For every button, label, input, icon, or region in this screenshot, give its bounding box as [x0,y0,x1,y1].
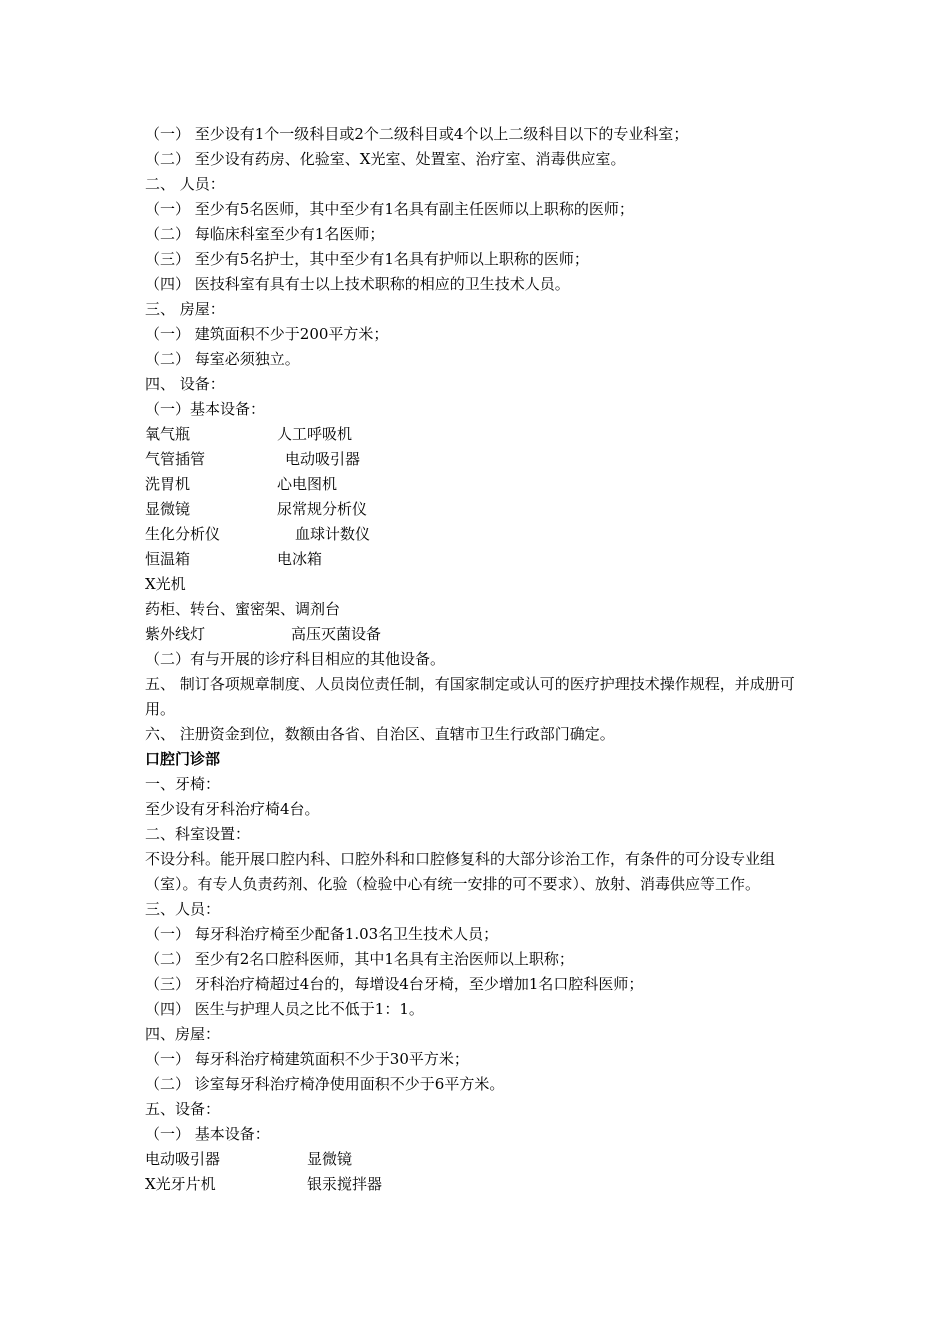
dental-housing-item-1: （一） 每牙科治疗椅建筑面积不少于30平方米； [145,1050,469,1068]
dental-housing-item-2: （二） 诊室每牙科治疗椅净使用面积不少于6平方米。 [145,1075,505,1093]
equipment-right: 显微镜 [307,1150,353,1168]
rules-paragraph: 五、 制订各项规章制度、人员岗位责任制，有国家制定或认可的医疗护理技术操作规程，并成册可用。 [145,675,795,718]
equipment-right: 电冰箱 [277,550,323,568]
equipment-row [145,572,815,597]
equipment-right: 高压灭菌设备 [291,625,382,643]
other-equipment: （二）有与开展的诊疗科目相应的其他设备。 [145,650,446,668]
dental-staff-item-3: （三） 牙科治疗椅超过4台的，每增设4台牙椅，至少增加1名口腔科医师； [145,975,644,993]
dental-equipment-heading: 五、设备： [145,1100,221,1118]
dept-item-2: （二） 至少设有药房、化验室、X光室、处置室、治疗室、消毒供应室。 [145,150,626,168]
dental-staff-item-2: （二） 至少有2名口腔科医师，其中1名具有主治医师以上职称； [145,950,574,968]
dept-item-1: （一） 至少设有1个一级科目或2个二级科目或4个以上二级科目以下的专业科室； [145,125,689,143]
dental-staff-item-4: （四） 医生与护理人员之比不低于1：1。 [145,1000,424,1018]
staff-item-4: （四） 医技科室有具有士以上技术职称的相应的卫生技术人员。 [145,275,570,293]
equipment-row [145,497,815,522]
dental-equipment-row [145,1172,815,1197]
equipment-row [145,472,815,497]
housing-item-1: （一） 建筑面积不少于200平方米； [145,325,389,343]
staff-heading: 二、 人员： [145,175,225,193]
equipment-row [145,522,815,547]
equipment-row [145,622,815,647]
equipment-left: 气管插管 [145,450,206,468]
equipment-right: 电动吸引器 [285,450,361,468]
equipment-heading: 四、 设备： [145,375,225,393]
staff-item-1: （一） 至少有5名医师，其中至少有1名具有副主任医师以上职称的医师； [145,200,634,218]
basic-equipment-heading: （一）基本设备： [145,400,266,418]
equipment-left: X光牙片机 [145,1175,216,1193]
housing-heading: 三、 房屋： [145,300,225,318]
equipment-row [145,597,815,622]
dental-equipment-row [145,1147,815,1172]
equipment-right: 人工呼吸机 [277,425,353,443]
dept-paragraph: 不设分科。能开展口腔内科、口腔外科和口腔修复科的大部分诊治工作，有条件的可分设专业组（室）。有专人负责药剂、化验（检验中心有统一安排的可不要求）、放射、消毒供应等工作。 [145,850,776,893]
equipment-left: 洗胃机 [145,475,191,493]
section-title: 口腔门诊部 [145,750,221,768]
equipment-right: 尿常规分析仪 [277,500,368,518]
dental-basic-equipment-heading: （一） 基本设备： [145,1125,270,1143]
equipment-row [145,422,815,447]
chairs-heading: 一、牙椅： [145,775,221,793]
equipment-left: 电动吸引器 [145,1150,221,1168]
equipment-left: 氧气瓶 [145,425,191,443]
equipment-left: 生化分析仪 [145,525,221,543]
equipment-right: 心电图机 [277,475,338,493]
equipment-left: 恒温箱 [145,550,191,568]
staff-item-3: （三） 至少有5名护士，其中至少有1名具有护师以上职称的医师； [145,250,589,268]
equipment-left: 显微镜 [145,500,191,518]
equipment-row [145,547,815,572]
chairs-text: 至少设有牙科治疗椅4台。 [145,800,320,818]
dept-heading: 二、科室设置： [145,825,251,843]
equipment-right: 银汞搅拌器 [307,1175,383,1193]
equipment-left: 紫外线灯 [145,625,206,643]
equipment-left: 药柜、转台、蜜密架、调剂台 [145,600,341,618]
dental-staff-item-1: （一） 每牙科治疗椅至少配备1.03名卫生技术人员； [145,925,499,943]
funds-paragraph: 六、 注册资金到位，数额由各省、自治区、直辖市卫生行政部门确定。 [145,725,615,743]
document-page [145,122,815,1197]
equipment-left: X光机 [145,575,186,593]
dental-housing-heading: 四、房屋： [145,1025,221,1043]
housing-item-2: （二） 每室必须独立。 [145,350,300,368]
equipment-right: 血球计数仪 [295,525,371,543]
equipment-row [145,447,815,472]
dental-staff-heading: 三、人员： [145,900,221,918]
staff-item-2: （二） 每临床科室至少有1名医师； [145,225,385,243]
